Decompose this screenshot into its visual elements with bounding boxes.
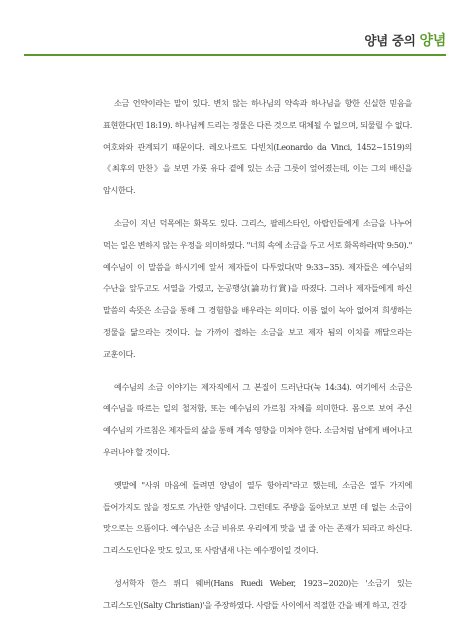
paragraph: 소금 언약이라는 말이 있다. 변치 않는 하나님의 약속과 하나님을 향한 신실한 믿음을 표현한다(민 18:19). 하나님께 드리는 정물은 다른 것으로 대체될 수 없으며, 되물릴 수 없다. 여호와와 관계되기 때문이다. 레오나르도 다빈치(Leonardo da Vinci, 1452~1519)의 《최후의 만찬》을 보면 가룟 유다 곁에 있는 소금 그릇이 엎어졌는데, 이는 그의 배신을 암시한다. xyxy=(103,98,412,196)
paragraph: 예수님의 소금 이야기는 제자직에서 그 본질이 드러난다(눅 14:34). 여기에서 소금은 예수님을 따르는 일의 철저함, 또는 예수님의 가르침 자체를 의미한다. 몸으로 보여 주신 예수님의 가르침은 제자들의 삶을 통해 계속 영향을 미쳐야 한다. 소금처럼 남에게 배어나고 우러나야 할 것이다. xyxy=(103,381,412,457)
header-rule xyxy=(24,54,446,56)
running-header-accent: 양념 xyxy=(419,33,446,49)
running-header xyxy=(364,30,446,50)
body-text xyxy=(103,93,412,628)
running-header-title: 양념 중의 xyxy=(364,33,420,48)
paragraph: 소금이 지닌 덕목에는 화목도 있다. 그리스, 팔레스타인, 아랍인들에게 소금을 나누어 먹는 일은 변하지 않는 우정을 의미하였다. "너희 속에 소금을 두고 서로 화목하라(막 9:50)." 예수님이 이 말씀을 하시기에 앞서 제자들이 다투었다(막 9:33~35). 제자들은 예수님의 수난을 앞두고도 서열을 가렸고, 논공행상(論功行賞)을 따졌다. 그러나 제자들에게 하신 말씀의 속뜻은 소금을 통해 그 경험함을 배우라는 의미다. 이름 없이 녹아 없어져 희생하는 정물을 닮으라는 것이다. 늘 가까이 접하는 소금을 보고 제자 됨의 이치를 깨달으라는 교훈이다. xyxy=(103,217,412,359)
paragraph: 성서학자 한스 뤼디 웨버(Hans Ruedi Weber, 1923~2020)는 '소금기 있는 그리스도인(Salty Christian)'을 주장하였다. 사람들 사이에서 적절한 간을 배게 하고, 건강 xyxy=(103,577,412,610)
paragraph: 옛말에 "사위 마음에 들려면 양념이 열두 항아리"라고 했는데, 소금은 열두 가지에 들어가지도 않을 정도로 가난한 양념이다. 그런데도 주방을 돌아보고 보면 데 없는 소금이 맛으로는 으뜸이다. 예수님은 소금 비유로 우리에게 맛을 낼 줄 아는 존재가 되라고 하신다. 그리스도인다운 맛도 있고, 또 사람냄새 나는 예수쟁이일 것이다. xyxy=(103,479,412,556)
